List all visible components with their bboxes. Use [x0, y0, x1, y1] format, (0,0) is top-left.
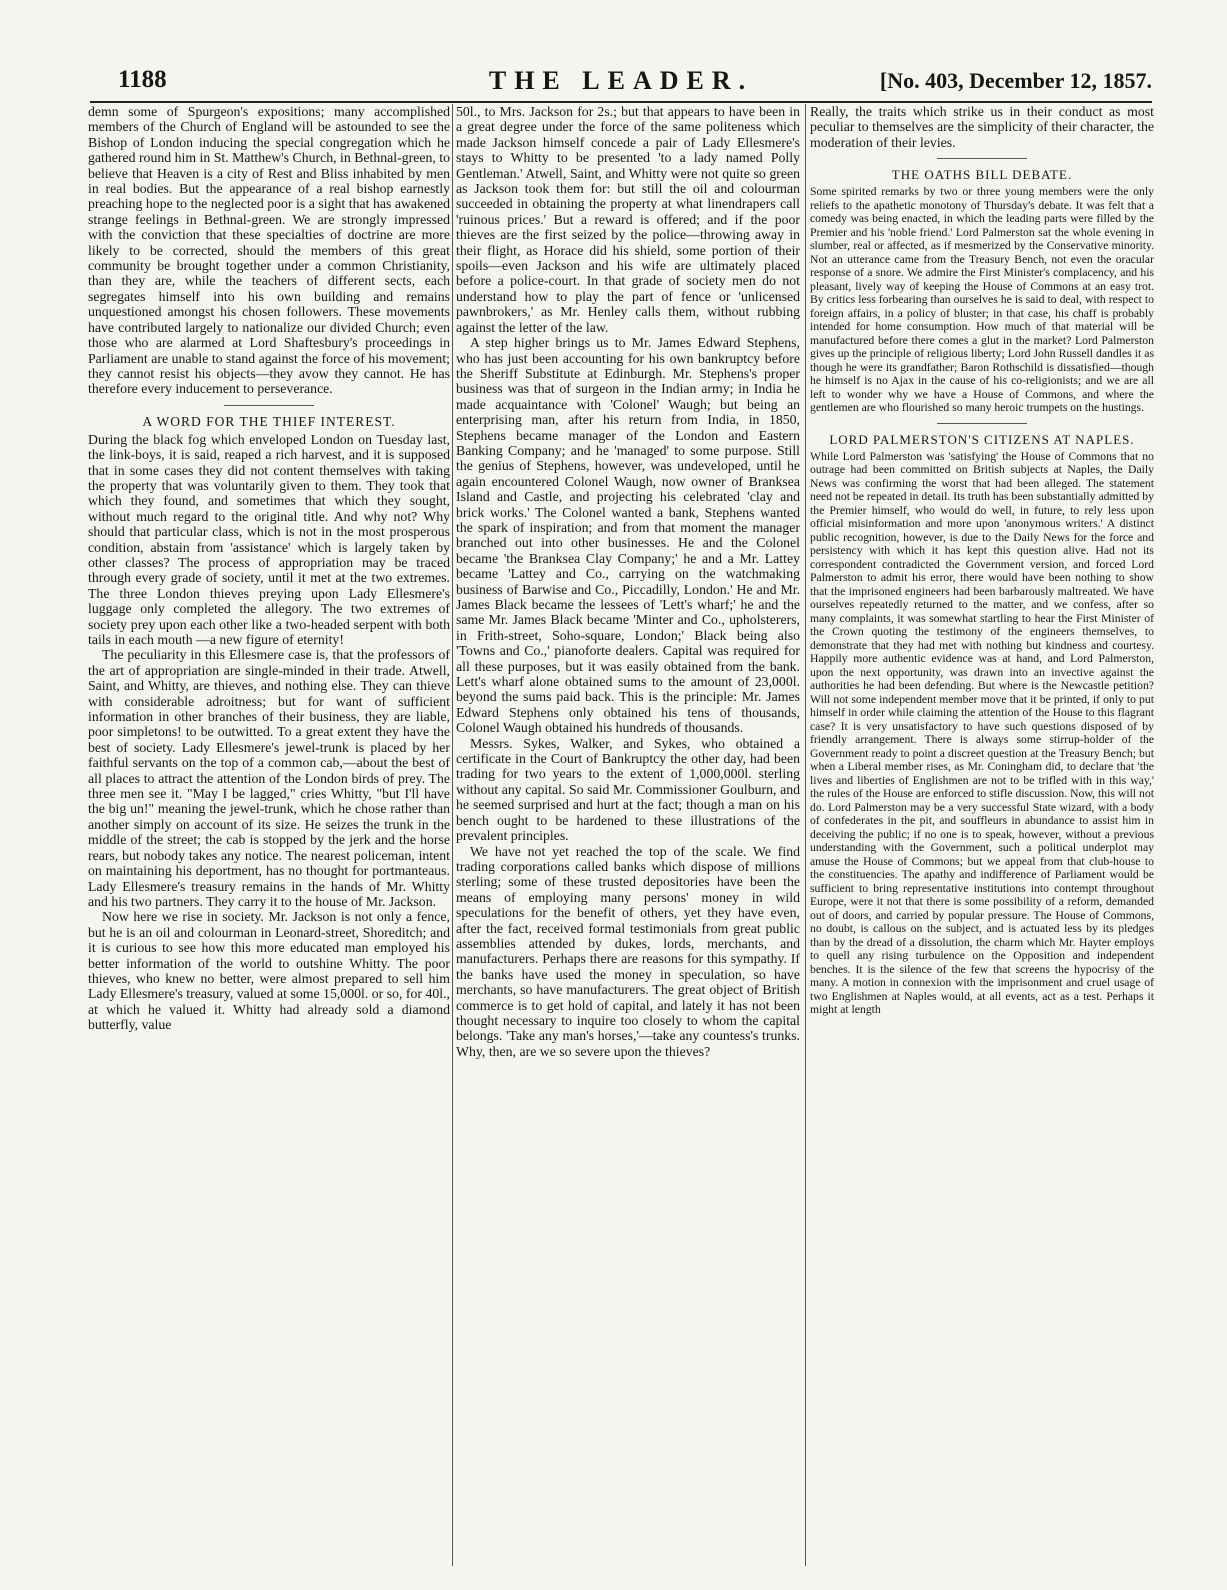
column-divider	[452, 104, 453, 1566]
article-paragraph: Messrs. Sykes, Walker, and Sykes, who obtained a certificate in the Court of Bankruptcy the other day, had been trading for two years to the extent of 1,000,000l. sterling without any capital. So said Mr. Commissioner Goulburn, and he seemed surprised and hurt at the fact; though a man on his bench ought to be hardened to these illustrations of the prevalent principles.	[456, 735, 800, 844]
article-continuation: demn some of Spurgeon's expositions; many accomplished members of the Church of England will be astounded to see the Bishop of London inducing the special congregation which he gathered round him in St. Matthew's Church, in Bethnal-green, to believe that Heaven is a city of Rest and Bliss inhabited by men in real bodies. But the appearance of a real bishop earnestly preaching hope to the neglected poor is a sight that has awakened strange feelings in Bethnal-green. We are strongly impressed with the conviction that these specialties of doctrine are more likely to be corrected, should the members of this great community be brought together under a common Christianity, than they are, while the teachers of different sects, each segregates himself into his own building and remains unquestioned amongst his chosen followers. These movements have contributed largely to nationalize our divided Church; even those who are alarmed at Lord Shaftesbury's proceedings in Parliament are unable to stand against the force of his movement; they cannot resist his objects—they avow they cannot. He has therefore every inducement to perseverance.	[88, 104, 450, 397]
article-paragraph: The peculiarity in this Ellesmere case is, that the professors of the art of appropriation are single-minded in their trade. Atwell, Saint, and Whitty, are thieves, and nothing else. They can thieve with considerable adroitness; but for want of sufficient information in other branches of their business, they are liable, poor simpletons! to be outwitted. To a great extent they have the best of society. Lady Ellesmere's jewel-trunk is placed by her faithful servants on the top of a common cab,—about the best of all places to attract the attention of the London birds of prey. The three men see it. "May I be lagged," cries Whitty, "but I'll have the big un!" meaning the jewel-trunk, which he chose rather than another simply on account of its size. He seizes the trunk in the middle of the street; the cab is stopped by the jerk and the horse rears, but nobody takes any notice. The nearest policeman, intent on maintaining his deportment, has no thought for portmanteaus. Lady Ellesmere's treasury remains in the hands of Mr. Whitty and his two partners. They carry it to the house of Mr. Jackson.	[88, 647, 450, 909]
column-2	[456, 104, 800, 1566]
article-paragraph: During the black fog which enveloped London on Tuesday last, the link-boys, it is said, reaped a rich harvest, and it is supposed that in some cases they did not content themselves with taking the property that was voluntarily given to them. They took that which they found, and sometimes that which they sought, without much regard to the original title. And why not? Why should that particular class, which is not in the most prosperous condition, abstain from 'assistance' which is largely taken by other classes? The process of appropriation may be traced through every grade of society, until it met at the two extremes. The three London thieves preying upon Lady Ellesmere's luggage only completed the allegory. The two extremes of society prey upon each other like a two-headed serpent with both tails in each mouth —a new figure of eternity!	[88, 431, 450, 647]
article-heading: LORD PALMERSTON'S CITIZENS AT NAPLES.	[829, 431, 1135, 447]
column-divider	[805, 104, 806, 1566]
section-rule	[224, 405, 314, 406]
column-3	[810, 104, 1154, 1566]
article-paragraph: While Lord Palmerston was 'satisfying' the House of Commons that no outrage had been committed on British subjects at Naples, the Daily News was confirming the worst that had been alleged. The statement need not be repeated in detail. Its truth has been substantially admitted by the Premier himself, who would do well, in future, to rely less upon official misinformation and more upon 'anonymous writers.' A distinct public recognition, however, is due to the Daily News for the force and persistency with which it has kept this question alive. Had not its correspondent contradicted the Government version, and forced Lord Palmerston to admit his error, there would have been nothing to show that the imprisoned engineers had been barbarously maltreated. We have ourselves repeatedly returned to the matter, and we confess, after so many complaints, it was somewhat startling to hear the First Minister of the Crown quoting the testimony of the engineers themselves, to demonstrate that they had met with nothing but kindness and courtesy. Happily more authentic evidence was at hand, and Lord Palmerston, upon the next opportunity, was drawn into an invective against the authorities he had been defending. But where is the Newcastle petition? Will not some independent member move that it be printed, if only to put himself in order while claiming the attention of the House to this flagrant case? It is very unsatisfactory to have such questions disposed of by friendly arrangement. There is always some stirrup-holder of the Government ready to point a discreet question at the Treasury Bench; but when a Liberal member rises, as Mr. Coningham did, to declare that 'the lives and liberties of Englishmen are not to be trifled with in this way,' the rules of the House are enforced to stifle discussion. Now, this will not do. Lord Palmerston may be a very successful State wizard, with a body of confederates in the pit, and souffleurs in abundance to assist him in deceiving the public; if no one is to speak, however, without a previous understanding with the Government, such a political underplot may amuse the House of Commons; but we appeal from that club-house to the constituencies. The apathy and indifference of Parliament would be sufficient to bring representative institutions into contempt throughout Europe, were it not that there is some possibility of a reform, demanded out of doors, and carried by popular pressure. The House of Commons, no doubt, is callous on the subject, and is actuated less by its pledges than by the dread of a dissolution, the charm which Mr. Hayter employs to quell any rising turbulence on the Opposition and independent benches. It is the silence of the few that screens the hypocrisy of the many. A motion in connexion with the imprisonment and cruel usage of two Englishmen at Naples would, at all events, act as a test. Perhaps it might at length	[810, 449, 1154, 1017]
newspaper-title: THE LEADER.	[488, 66, 754, 95]
issue-date: [No. 403, December 12, 1857.	[879, 68, 1152, 93]
article-paragraph: We have not yet reached the top of the scale. We find trading corporations called banks which dispose of millions sterling; some of these trusted depositories have been the means of employing many persons' money in wild speculations for the benefit of others, yet they have even, after the fact, received formal testimonials from great public assemblies attended by dukes, lords, merchants, and manufacturers. Perhaps there are reasons for this sympathy. If the banks have used the money in speculation, so have merchants, so have manufacturers. The great object of British commerce is to get hold of capital, and lately it has not been thought necessary to inquire too closely to whom the capital belongs. 'Take any man's horses,'—take any countess's trunks. Why, then, are we so severe upon the thieves?	[456, 843, 800, 1059]
article-paragraph: Some spirited remarks by two or three young members were the only reliefs to the apathetic monotony of Thursday's debate. It was felt that a comedy was being enacted, in which the leading parts were filled by the Premier and his 'noble friend.' Lord Palmerston sat the whole evening in slumber, real or affected, as if mesmerized by the Conservative minority. Not an utterance came from the Treasury Bench, not even the oracular response of a snore. We admire the First Minister's complacency, and his pleasant, lively way of keeping the House of Commons at an easy trot. By critics less forbearing than ourselves he is said to deal, with respect to foreign affairs, in a policy of bluster; in that case, his chaff is probably intended for home consumption. How much of that material will be manufactured before there comes a glut in the market? Lord Palmerston gives up the principle of religious liberty; Lord John Russell dandles it as though he were its grandfather; Baron Rothschild is dissatisfied—though he himself is no Ajax in the cause of his co-religionists; and we are all left to wonder why we have a House of Commons, and where the gentlemen are who flourished so many heroic trumpets on the hustings.	[810, 185, 1154, 415]
article-heading: A WORD FOR THE THIEF INTEREST.	[142, 413, 396, 429]
article-continuation: Really, the traits which strike us in their conduct as most peculiar to themselves are the simplicity of their character, the moderation of their levies.	[810, 104, 1154, 150]
column-1	[88, 104, 450, 1566]
page-number: 1188	[118, 66, 167, 93]
section-rule	[937, 158, 1027, 159]
header-rule	[90, 101, 1152, 103]
article-paragraph: A step higher brings us to Mr. James Edward Stephens, who has just been accounting for his own bankruptcy before the Sheriff Substitute at Edinburgh. Mr. Stephens's proper business was that of surgeon in the Indian army; in India he made acquaintance with 'Colonel' Waugh; but being an enterprising man, after his return from India, in 1850, Stephens became manager of the London and Eastern Banking Company; and he 'managed' to some purpose. Still the genius of Stephens, however, was undeveloped, until he again encountered Colonel Waugh, now owner of Branksea Island and Castle, and projecting his celebrated 'clay and brick works.' The Colonel wanted a bank, Stephens wanted the spark of inspiration; and from that moment the manager branched out into other businesses. He and the Colonel became 'the Branksea Clay Company;' he and a Mr. Lattey became 'Lattey and Co., carrying on the watchmaking business of Barwise and Co., Piccadilly, London.' He and Mr. James Black became the lessees of 'Lett's wharf;' he and the same Mr. James Black became 'Minter and Co., upholsterers, in Frith-street, Soho-square, London;' Black being also 'Towns and Co.,' pianoforte dealers. Capital was required for all these purposes, but it was easily obtained from the bank. Lett's wharf alone obtained sums to the amount of 23,000l. beyond the sums paid back. This is the principle: Mr. James Edward Stephens only obtained his tens of thousands, Colonel Waugh obtained his hundreds of thousands.	[456, 335, 800, 736]
article-paragraph: 50l., to Mrs. Jackson for 2s.; but that appears to have been in a great degree under the force of the same politeness which made Jackson himself concede a pair of Lady Ellesmere's stays to Whitty to be presented 'to a lady named Polly Gentleman.' Atwell, Saint, and Whitty were not quite so green as Jackson took them for: but still the oil and colourman succeeded in obtaining the property at what linendrapers call 'ruinous prices.' But a reward is offered; and if the poor thieves are the first seized by the police—throwing away in their flight, as Horace did his shield, some portion of their spoils—even Jackson and his wife are ultimately placed before a police-court. In that grade of society men do not understand how to play the part of fence or 'unlicensed pawnbrokers,' as Mr. Henley calls them, without rubbing against the letter of the law.	[456, 104, 800, 335]
masthead	[90, 66, 1152, 100]
article-heading: THE OATHS BILL DEBATE.	[891, 167, 1073, 183]
section-rule	[937, 423, 1027, 424]
article-paragraph: Now here we rise in society. Mr. Jackson is not only a fence, but he is an oil and colourman in Leonard-street, Shoreditch; and it is curious to see how this more educated man employed his better information of the world to outshine Whitty. The poor thieves, who knew no better, were almost prepared to sell him Lady Ellesmere's treasury, valued at some 15,000l. or so, for 40l., at which he valued it. Whitty had already sold a diamond butterfly, value	[88, 909, 450, 1033]
